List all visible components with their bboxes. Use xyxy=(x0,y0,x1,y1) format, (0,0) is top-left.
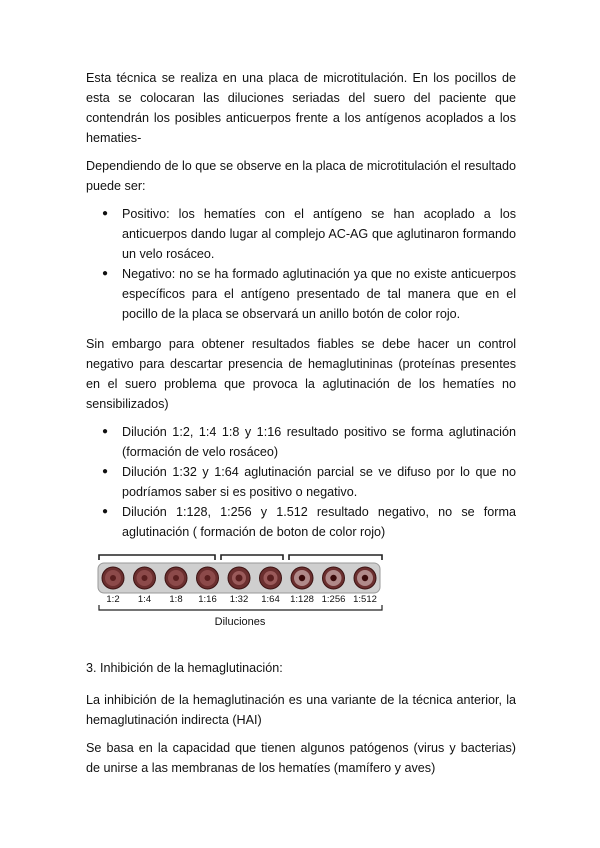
dilution-label: 1:512 xyxy=(353,594,377,605)
dilution-label: 1:16 xyxy=(198,594,217,605)
paragraph-intro: Esta técnica se realiza en una placa de microtitulación. En los pocillos de esta se colocaran las diluciones seriadas del suero del paciente que contendrán los posibles anticuerpos frente a los antígenos acoplados a los hematies- xyxy=(86,71,516,145)
dilution-label: 1:2 xyxy=(106,594,120,605)
caption-bracket xyxy=(99,605,382,610)
well-1-128 xyxy=(291,567,313,589)
paragraph-control: Sin embargo para obtener resultados fiables se debe hacer un control negativo para descartar presencia de hemaglutininas (proteínas presentes en el suero problema que provoca la aglutinación de los hematíes no sensibilizados) xyxy=(86,337,516,411)
dilution-label: 1:256 xyxy=(321,594,346,605)
dilution-label: 1:128 xyxy=(290,594,314,605)
paragraph-hai: La inhibición de la hemaglutinación es una variante de la técnica anterior, la hemaglutinación indirecta (HAI) xyxy=(86,693,516,727)
list-item: ● Positivo: los hematíes con el antígeno se han acoplado a los anticuerpos dando lugar al complejo AC-AG que aglutinaron formando un velo rosáceo. xyxy=(122,204,516,264)
well-1-2 xyxy=(102,567,124,589)
bracket-positive xyxy=(99,555,215,560)
list-item: ● Dilución 1:2, 1:4 1:8 y 1:16 resultado positivo se forma aglutinación (formación de velo rosáceo) xyxy=(122,422,516,462)
well-1-8 xyxy=(165,567,187,589)
bracket-partial xyxy=(221,555,283,560)
section-heading: 3. Inhibición de la hemaglutinación: xyxy=(86,661,283,675)
dilution-label: 1:4 xyxy=(137,594,152,605)
list-item: ● Dilución 1:128, 1:256 y 1.512 resultado negativo, no se forma aglutinación ( formación de boton de color rojo) xyxy=(122,502,516,542)
results-list xyxy=(86,204,516,324)
well-1-512 xyxy=(354,567,376,589)
paragraph-basis: Se basa en la capacidad que tienen algunos patógenos (virus y bacterias) de unirse a las membranas de los hematíes (mamífero y aves) xyxy=(86,741,516,775)
paragraph-results-intro: Dependiendo de lo que se observe en la placa de microtitulación el resultado puede ser: xyxy=(86,159,516,193)
microtitration-figure xyxy=(94,552,384,638)
figure-caption: Diluciones xyxy=(214,616,266,628)
bracket-negative xyxy=(289,555,382,560)
dilution-label: 1:32 xyxy=(229,594,249,605)
well-1-32 xyxy=(228,567,250,589)
well-1-16 xyxy=(197,567,219,589)
list-item: ● Dilución 1:32 y 1:64 aglutinación parcial se ve difuso por lo que no podríamos saber si es positivo o negativo. xyxy=(122,462,516,502)
well-1-256 xyxy=(323,567,345,589)
list-item: ● Negativo: no se ha formado aglutinación ya que no existe anticuerpos específicos para el antígeno presentado de tal manera que en el pocillo de la placa se observará un anillo botón de color rojo. xyxy=(122,264,516,324)
microtitration-plate-image xyxy=(94,552,384,638)
document-page xyxy=(86,68,516,786)
dilution-label: 1:64 xyxy=(261,594,280,605)
well-1-64 xyxy=(260,567,282,589)
well-1-4 xyxy=(134,567,156,589)
dilution-label: 1:8 xyxy=(169,594,183,605)
dilution-list xyxy=(86,422,516,542)
